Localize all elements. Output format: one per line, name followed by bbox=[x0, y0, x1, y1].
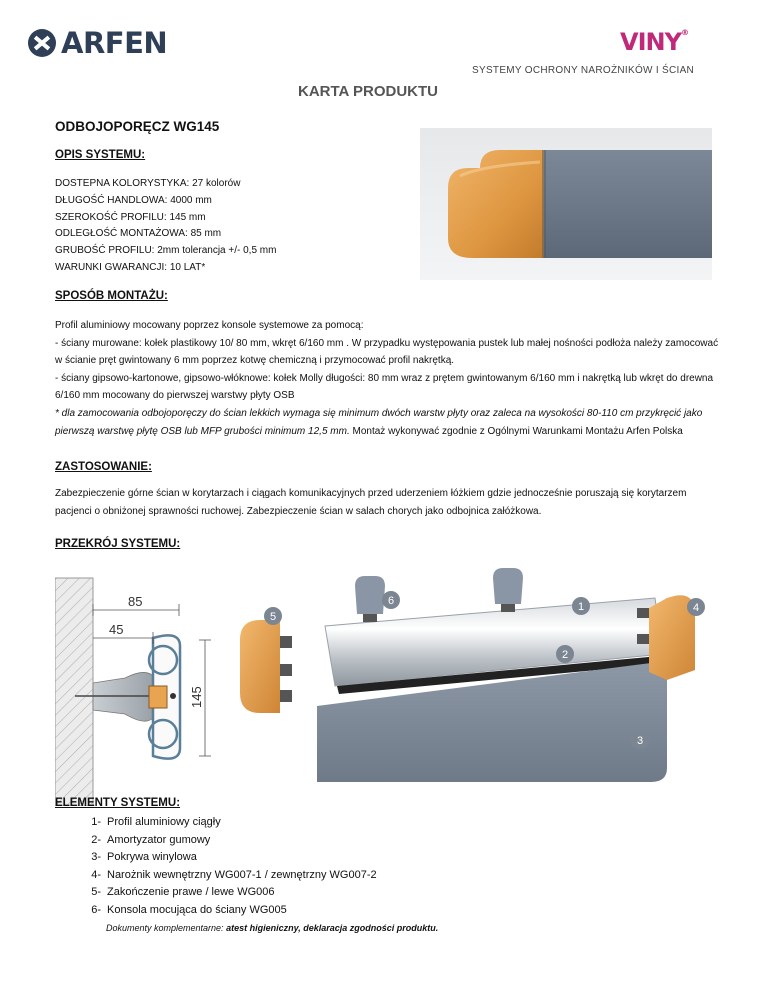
callout-1: 1 bbox=[577, 601, 585, 613]
spec-line: ODLEGŁOŚĆ MONTAŻOWA: 85 mm bbox=[55, 228, 222, 240]
spec-line: GRUBOŚĆ PROFILU: 2mm tolerancja +/- 0,5 mm bbox=[55, 245, 277, 257]
note-documents: atest higieniczny, deklaracja zgodności produktu. bbox=[226, 923, 439, 933]
mounting-description bbox=[55, 317, 725, 440]
dimension-85-label: 85 bbox=[128, 594, 143, 609]
spec-line: DŁUGOŚĆ HANDLOWA: 4000 mm bbox=[55, 194, 212, 206]
registered-icon: ® bbox=[680, 28, 688, 37]
spec-line: DOSTEPNA KOLORYSTYKA: 27 kolorów bbox=[55, 178, 241, 189]
list-item-text: Pokrywa winylowa bbox=[107, 851, 197, 863]
document-title: KARTA PRODUKTU bbox=[298, 83, 438, 100]
section-heading-zastosowanie: ZASTOSOWANIE: bbox=[55, 461, 152, 473]
elements-list bbox=[55, 814, 377, 919]
callout-5: 5 bbox=[269, 611, 277, 623]
arfen-logo-text: ARFEN bbox=[61, 26, 168, 60]
section-heading-montaz: SPOSÓB MONTAŻU: bbox=[55, 290, 168, 302]
spec-list bbox=[55, 176, 276, 277]
arfen-logo bbox=[28, 26, 188, 60]
list-item-number: 5- bbox=[91, 886, 101, 898]
mounting-paragraph: - ściany murowane: kołek plastikowy 10/ 80 mm, wkręt 6/160 mm . W przypadku występowania pustek lub małej nośności podłoża należy zamocować w ścianie pręt gwintowany 6 mm poprzez kotwę chemiczną i przymocować profil nakrętką. bbox=[55, 337, 719, 367]
list-item-number: 6- bbox=[91, 903, 101, 916]
list-item-number: 2- bbox=[91, 833, 101, 846]
callout-2: 2 bbox=[561, 649, 569, 661]
list-item bbox=[55, 867, 377, 885]
mounting-paragraph: - ściany gipsowo-kartonowe, gipsowo-włóknowe: kołek Molly długości: 80 mm wraz z prętem gwintowanym 6/160 mm i nakrętką lub wkręt do drewna 6/160 mm mocowany do pierwszej warstwy płyty OSB bbox=[55, 372, 714, 402]
section-heading-elementy: ELEMENTY SYSTEMU: bbox=[55, 797, 181, 809]
product-title: ODBOJOPORĘCZ WG145 bbox=[55, 119, 220, 134]
dimension-45-label: 45 bbox=[109, 622, 124, 637]
spec-line: WARUNKI GWARANCJI: 10 LAT* bbox=[55, 261, 206, 273]
spec-line: SZEROKOŚĆ PROFILU: 145 mm bbox=[55, 211, 206, 223]
mounting-note-normal: Montaż wykonywać zgodnie z Ogólnymi Warunkami Montażu Arfen Polska bbox=[349, 425, 683, 437]
viny-logo-text: VINY bbox=[620, 28, 681, 56]
mounting-paragraph: Profil aluminiowy mocowany poprzez konsole systemowe za pomocą: bbox=[55, 320, 364, 331]
list-item-text: Konsola mocująca do ściany WG005 bbox=[107, 903, 287, 916]
list-item bbox=[55, 884, 377, 902]
list-item bbox=[55, 832, 377, 850]
list-item bbox=[55, 849, 377, 867]
mounting-note bbox=[55, 405, 725, 440]
viny-logo bbox=[620, 28, 688, 56]
application-description: Zabezpieczenie górne ścian w korytarzach i ciągach komunikacyjnych przed uderzeniem łóżkiem gdzie jednocześnie poruszają się korytarzem pacjenci o obniżonej sprawności ruchowej. Zabezpieczenie ścian w salach chorych jako odbojnica załóżkowa. bbox=[55, 488, 687, 517]
mounting-note-italic: * dla zamocowania odbojoporęczy do ścian lekkich wymaga się minimum dwóch warstw płyty oraz zaleca na wysokości 80-110 cm przykręcić jako pierwszą warstwę płytę OSB lub MFP grubości minimum 12,5 mm. bbox=[55, 407, 703, 437]
list-item-text: Narożnik wewnętrzny WG007-1 / zewnętrzny WG007-2 bbox=[107, 868, 377, 881]
arfen-emblem-icon bbox=[28, 29, 56, 57]
complementary-docs-note bbox=[106, 923, 438, 933]
system-cross-section-diagram bbox=[55, 568, 715, 806]
list-item-text: Amortyzator gumowy bbox=[107, 833, 211, 846]
product-photo bbox=[420, 128, 712, 280]
list-item-number: 4- bbox=[91, 868, 101, 881]
tagline: SYSTEMY OCHRONY NAROŻNIKÓW I ŚCIAN bbox=[472, 65, 695, 76]
list-item-number: 3- bbox=[91, 851, 101, 863]
list-item-number: 1- bbox=[91, 816, 101, 828]
callout-3: 3 bbox=[636, 735, 644, 747]
section-heading-przekroj: PRZEKRÓJ SYSTEMU: bbox=[55, 538, 181, 550]
callout-6: 6 bbox=[387, 595, 395, 607]
list-item-text: Zakończenie prawe / lewe WG006 bbox=[107, 886, 275, 898]
list-item bbox=[55, 814, 377, 832]
dimension-145-label: 145 bbox=[189, 686, 204, 708]
callout-4: 4 bbox=[692, 602, 700, 614]
section-heading-opis: OPIS SYSTEMU: bbox=[55, 149, 146, 161]
list-item bbox=[55, 902, 377, 920]
list-item-text: Profil aluminiowy ciągły bbox=[107, 816, 221, 828]
note-prefix: Dokumenty komplementarne: bbox=[106, 923, 227, 933]
